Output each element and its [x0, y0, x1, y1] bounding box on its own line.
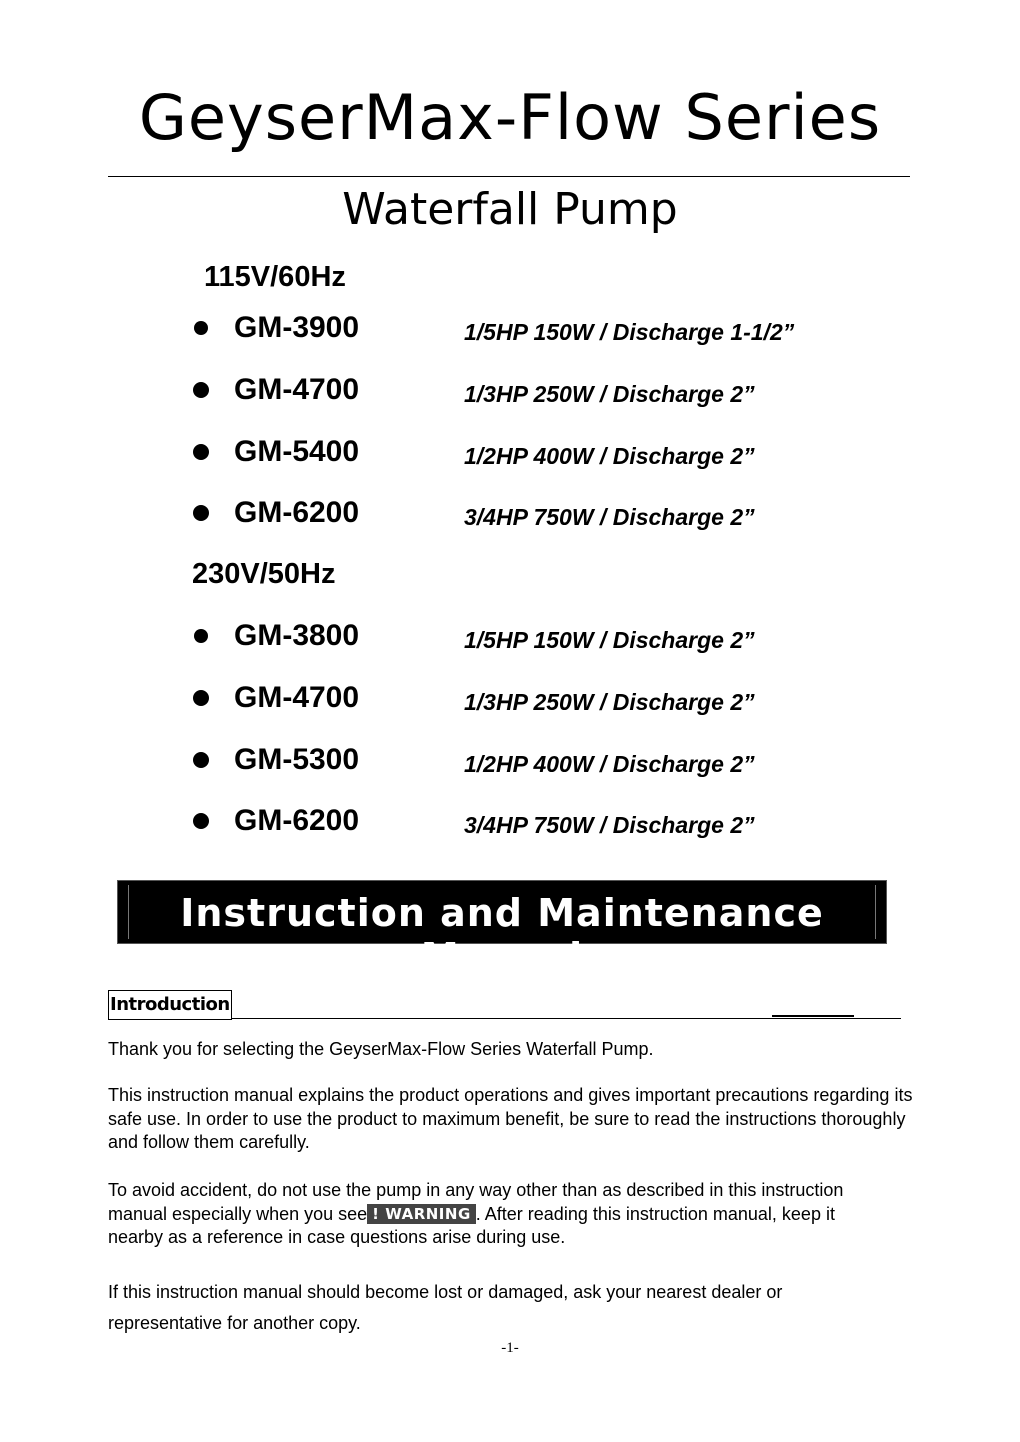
model-name: GM-5400	[234, 435, 360, 468]
model-spec: 1/3HP 250W / Discharge 2”	[464, 381, 755, 407]
bullet-icon	[193, 382, 209, 398]
model-row	[194, 309, 914, 349]
title-divider	[108, 176, 910, 177]
model-name: GM-3800	[234, 619, 360, 652]
model-name: GM-4700	[234, 373, 360, 406]
model-spec: 3/4HP 750W / Discharge 2”	[464, 504, 755, 530]
bullet-icon	[194, 321, 208, 335]
model-name: GM-5300	[234, 743, 360, 776]
model-row	[194, 494, 914, 534]
bullet-icon	[194, 629, 208, 643]
model-row	[194, 679, 914, 719]
document-subtitle: Waterfall Pump	[342, 184, 678, 235]
model-spec: 1/5HP 150W / Discharge 1-1/2”	[464, 319, 795, 345]
model-spec: 3/4HP 750W / Discharge 2”	[464, 812, 755, 838]
model-name: GM-3900	[234, 311, 360, 344]
page-number: -1-	[501, 1340, 519, 1356]
bullet-icon	[193, 813, 209, 829]
model-spec: 1/2HP 400W / Discharge 2”	[464, 751, 755, 777]
bullet-icon	[193, 444, 209, 460]
paragraph-3-text-after: . After reading this instruction manual, keep it nearby as a reference in case questions arise during use.	[108, 1203, 835, 1247]
model-name: GM-6200	[234, 496, 360, 529]
intro-paragraph-2: This instruction manual explains the product operations and gives important precautions regarding its safe use. In order to use the product to maximum benefit, be sure to read the instructions thoroughly and follow them carefully.	[108, 1085, 913, 1152]
section-heading: Introduction	[108, 990, 232, 1020]
section-underline-accent	[772, 1015, 854, 1017]
model-name: GM-6200	[234, 804, 360, 837]
banner-title: Instruction and Maintenance Manual	[180, 891, 824, 979]
intro-paragraph-1: Thank you for selecting the GeyserMax-Flow Series Waterfall Pump.	[108, 1039, 654, 1059]
warning-badge: ! WARNING	[367, 1204, 476, 1224]
paragraph-3-text-before: To avoid accident, do not use the pump in any way other than as described in this instruction manual especially when you see	[108, 1180, 844, 1224]
model-row	[194, 371, 914, 411]
model-spec: 1/5HP 150W / Discharge 2”	[464, 627, 755, 653]
intro-paragraph-4: If this instruction manual should become lost or damaged, ask your nearest dealer or representative for another copy.	[108, 1282, 783, 1333]
section-underline	[231, 1018, 901, 1019]
bullet-icon	[193, 505, 209, 521]
model-spec: 1/3HP 250W / Discharge 2”	[464, 689, 755, 715]
manual-banner	[117, 880, 887, 979]
model-spec: 1/2HP 400W / Discharge 2”	[464, 443, 755, 469]
model-row	[194, 617, 914, 657]
bullet-icon	[193, 752, 209, 768]
voltage-heading-115v: 115V/60Hz	[204, 261, 346, 293]
model-row	[194, 802, 914, 842]
model-name: GM-4700	[234, 681, 360, 714]
model-row	[194, 741, 914, 781]
bullet-icon	[193, 690, 209, 706]
model-row	[194, 433, 914, 473]
intro-paragraph-3	[108, 1179, 888, 1250]
document-title: GeyserMax-Flow Series	[138, 81, 882, 154]
voltage-heading-230v: 230V/50Hz	[192, 558, 336, 590]
